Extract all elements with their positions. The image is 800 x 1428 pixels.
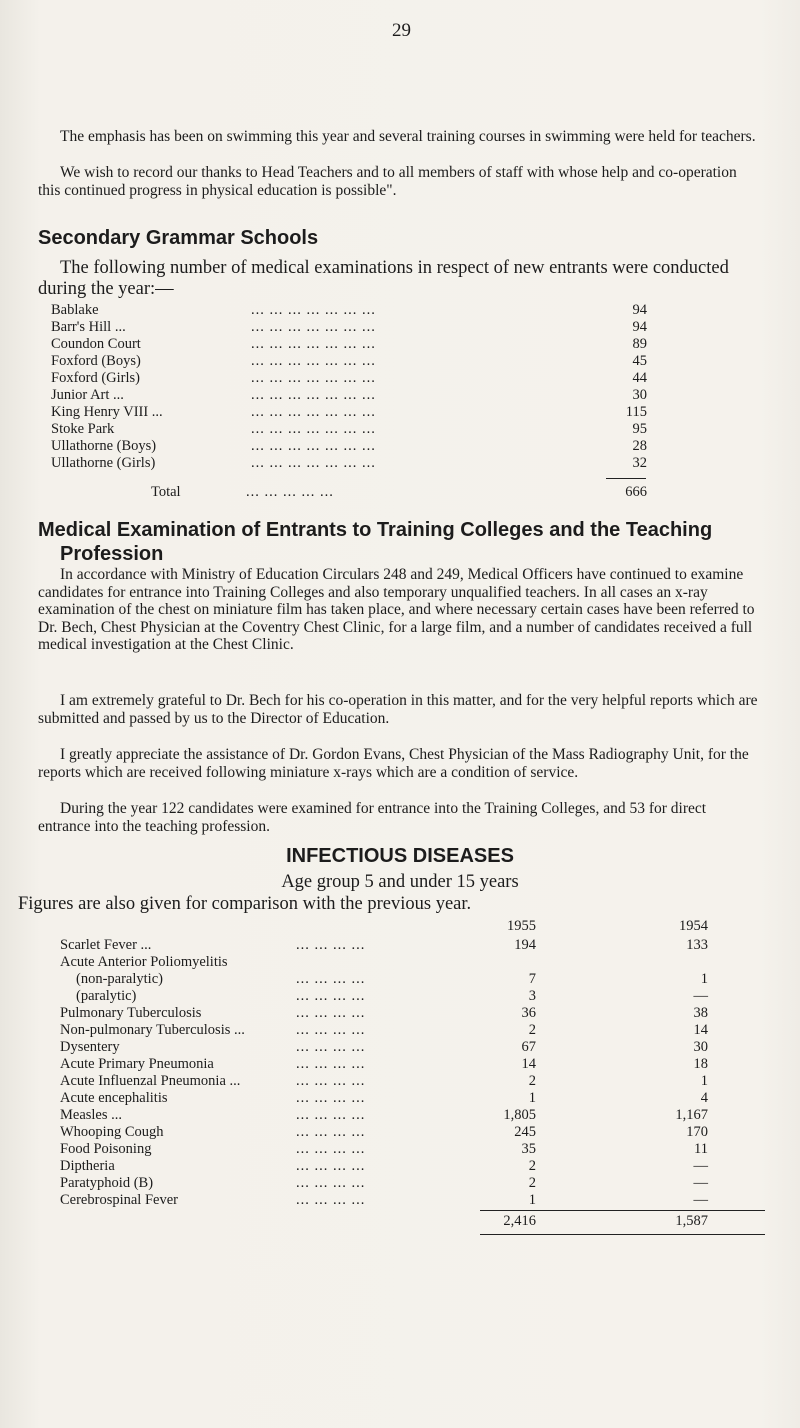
disease-name: Non-pulmonary Tuberculosis ...: [60, 1022, 245, 1038]
school-count: 30: [632, 387, 647, 403]
school-name: Stoke Park: [51, 421, 115, 437]
disease-row: [60, 954, 760, 971]
school-name: Barr's Hill ...: [51, 319, 126, 335]
disease-name: Acute Influenzal Pneumonia ...: [60, 1073, 241, 1089]
disease-name: Dysentery: [60, 1039, 120, 1055]
school-row: [51, 404, 651, 421]
total-value: 666: [625, 484, 647, 500]
school-name: Bablake: [51, 302, 99, 318]
total-rule: [606, 478, 646, 479]
leader-dots: ... ... ... ...: [296, 1141, 366, 1157]
value-1955: 1: [528, 1090, 536, 1106]
disease-name: (non-paralytic): [76, 971, 163, 987]
disease-row: [60, 1175, 760, 1192]
value-1955: 2: [528, 1158, 536, 1174]
school-count: 94: [632, 319, 647, 335]
comparison-line: Figures are also given for comparison with the previous year.: [18, 894, 472, 914]
value-1954: —: [693, 1175, 708, 1191]
school-row: [51, 455, 651, 472]
value-1954: 4: [700, 1090, 708, 1106]
leader-dots: ... ... ... ... ... ... ...: [251, 455, 376, 471]
disease-name: Whooping Cough: [60, 1124, 164, 1140]
disease-name: Food Poisoning: [60, 1141, 152, 1157]
school-name: Ullathorne (Girls): [51, 455, 156, 471]
value-1955: 35: [521, 1141, 536, 1157]
disease-total-row: [60, 1213, 760, 1230]
disease-row: [60, 971, 760, 988]
value-1955: 194: [514, 937, 536, 953]
school-row: [51, 370, 651, 387]
training-paragraph-1: In accordance with Ministry of Education Circulars 248 and 249, Medical Officers have continued to examine candidates for entrance into Training Colleges and also temporary unqualified teachers. In all cases an x-ray examination of the chest on miniature film has taken place, and where necessary certain cases have been referred to Dr. Bech, Chest Physician at the Coventry Chest Clinic, for a large film, and a number of candidates received a full medical investigation at the Chest Clinic.: [38, 566, 755, 653]
value-1954: 18: [693, 1056, 708, 1072]
school-total-row: [51, 484, 651, 501]
leader-dots: ... ... ... ...: [296, 1124, 366, 1140]
disease-row: [60, 1022, 760, 1039]
school-name: Coundon Court: [51, 336, 141, 352]
school-count: 28: [632, 438, 647, 454]
disease-name: Cerebrospinal Fever: [60, 1192, 178, 1208]
disease-name: Paratyphoid (B): [60, 1175, 154, 1191]
disease-list: [60, 937, 760, 1209]
value-1954: —: [693, 988, 708, 1004]
year-1955: 1955: [507, 918, 536, 934]
school-name: Foxford (Boys): [51, 353, 141, 369]
leader-dots: ... ... ... ...: [296, 1039, 366, 1055]
disease-row: [60, 988, 760, 1005]
school-count: 89: [632, 336, 647, 352]
value-1954: 14: [693, 1022, 708, 1038]
total-1955: 2,416: [503, 1213, 536, 1229]
infectious-subheading: Age group 5 and under 15 years: [281, 872, 519, 892]
school-count: 95: [632, 421, 647, 437]
value-1955: 1: [528, 1192, 536, 1208]
disease-row: [60, 937, 760, 954]
leader-dots: ... ... ... ... ... ... ...: [251, 387, 376, 403]
year-header: [60, 918, 760, 935]
leader-dots: ... ... ... ...: [296, 1073, 366, 1089]
school-row: [51, 421, 651, 438]
leader-dots: ... ... ... ...: [296, 1022, 366, 1038]
disease-row: [60, 1073, 760, 1090]
value-1955: 2: [528, 1175, 536, 1191]
disease-row: [60, 1005, 760, 1022]
training-paragraph-4: During the year 122 candidates were examined for entrance into the Training Colleges, and 53 for direct entrance into the teaching profession.: [38, 800, 707, 835]
leader-dots: ... ... ... ...: [296, 1175, 366, 1191]
total-dots: ... ... ... ... ...: [246, 484, 334, 500]
value-1954: —: [693, 1158, 708, 1174]
total-1954: 1,587: [675, 1213, 708, 1229]
school-row: [51, 336, 651, 353]
leader-dots: ... ... ... ...: [296, 988, 366, 1004]
value-1955: 2: [528, 1073, 536, 1089]
disease-row: [60, 1124, 760, 1141]
leader-dots: ... ... ... ... ... ... ...: [251, 302, 376, 318]
disease-name: Acute encephalitis: [60, 1090, 168, 1106]
leader-dots: ... ... ... ... ... ... ...: [251, 353, 376, 369]
leader-dots: ... ... ... ... ... ... ...: [251, 404, 376, 420]
secondary-heading: Secondary Grammar Schools: [38, 227, 319, 249]
leader-dots: ... ... ... ...: [296, 1192, 366, 1208]
school-row: [51, 438, 651, 455]
disease-name: Acute Primary Pneumonia: [60, 1056, 214, 1072]
intro-paragraph-2: We wish to record our thanks to Head Teachers and to all members of staff with whose help and co-operation this continued progress in physical education is possible".: [38, 164, 737, 199]
page-number: 29: [392, 20, 411, 41]
value-1954: 1,167: [675, 1107, 708, 1123]
disease-name: (paralytic): [76, 988, 137, 1004]
leader-dots: ... ... ... ... ... ... ...: [251, 421, 376, 437]
training-paragraph-2: I am extremely grateful to Dr. Bech for his co-operation in this matter, and for the very helpful reports which are submitted and passed by us to the Director of Education.: [38, 692, 758, 727]
infectious-heading: INFECTIOUS DISEASES: [286, 845, 514, 867]
disease-row: [60, 1039, 760, 1056]
value-1955: 245: [514, 1124, 536, 1140]
school-count: 45: [632, 353, 647, 369]
disease-row: [60, 1141, 760, 1158]
value-1955: 36: [521, 1005, 536, 1021]
leader-dots: ... ... ... ...: [296, 1090, 366, 1106]
school-count: 44: [632, 370, 647, 386]
leader-dots: ... ... ... ... ... ... ...: [251, 438, 376, 454]
school-count: 94: [632, 302, 647, 318]
school-list: [51, 302, 651, 472]
leader-dots: ... ... ... ... ... ... ...: [251, 370, 376, 386]
leader-dots: ... ... ... ...: [296, 1056, 366, 1072]
disease-row: [60, 1107, 760, 1124]
year-1954: 1954: [679, 918, 708, 934]
school-count: 115: [625, 404, 647, 420]
value-1954: 1: [700, 971, 708, 987]
training-heading-line1: Medical Examination of Entrants to Training Colleges and the Teaching: [38, 519, 713, 541]
disease-name: Scarlet Fever ...: [60, 937, 152, 953]
leader-dots: ... ... ... ...: [296, 1005, 366, 1021]
leader-dots: ... ... ... ...: [296, 1107, 366, 1123]
disease-row: [60, 1090, 760, 1107]
training-paragraph-3: I greatly appreciate the assistance of Dr. Gordon Evans, Chest Physician of the Mass Radiography Unit, for the reports which are received following miniature x-rays which are a condition of service.: [38, 746, 749, 781]
disease-row: [60, 1192, 760, 1209]
disease-total-rule-top: [480, 1210, 765, 1211]
disease-name: Measles ...: [60, 1107, 123, 1123]
secondary-intro: The following number of medical examinations in respect of new entrants were conducted during the year:—: [38, 258, 729, 299]
school-row: [51, 302, 651, 319]
value-1955: 3: [528, 988, 536, 1004]
disease-total-rule-bottom: [480, 1234, 765, 1235]
value-1955: 67: [521, 1039, 536, 1055]
school-row: [51, 387, 651, 404]
school-name: King Henry VIII ...: [51, 404, 163, 420]
disease-name: Diptheria: [60, 1158, 115, 1174]
school-row: [51, 319, 651, 336]
total-label: Total: [151, 484, 181, 500]
school-row: [51, 353, 651, 370]
value-1955: 1,805: [503, 1107, 536, 1123]
leader-dots: ... ... ... ... ... ... ...: [251, 336, 376, 352]
value-1954: —: [693, 1192, 708, 1208]
value-1954: 38: [693, 1005, 708, 1021]
leader-dots: ... ... ... ... ... ... ...: [251, 319, 376, 335]
school-name: Junior Art ...: [51, 387, 124, 403]
school-count: 32: [632, 455, 647, 471]
value-1954: 133: [686, 937, 708, 953]
leader-dots: ... ... ... ...: [296, 1158, 366, 1174]
disease-name: Pulmonary Tuberculosis: [60, 1005, 202, 1021]
value-1955: 2: [528, 1022, 536, 1038]
value-1954: 1: [700, 1073, 708, 1089]
intro-paragraph-1: The emphasis has been on swimming this year and several training courses in swimming were held for teachers.: [60, 128, 756, 145]
training-heading-line2: Profession: [60, 543, 164, 565]
value-1955: 7: [528, 971, 536, 987]
disease-name: Acute Anterior Poliomyelitis: [60, 954, 228, 970]
school-name: Ullathorne (Boys): [51, 438, 157, 454]
school-name: Foxford (Girls): [51, 370, 141, 386]
leader-dots: ... ... ... ...: [296, 971, 366, 987]
value-1954: 30: [693, 1039, 708, 1055]
leader-dots: ... ... ... ...: [296, 937, 366, 953]
value-1954: 170: [686, 1124, 708, 1140]
training-heading: [38, 518, 778, 566]
value-1954: 11: [694, 1141, 708, 1157]
disease-row: [60, 1056, 760, 1073]
disease-row: [60, 1158, 760, 1175]
value-1955: 14: [521, 1056, 536, 1072]
